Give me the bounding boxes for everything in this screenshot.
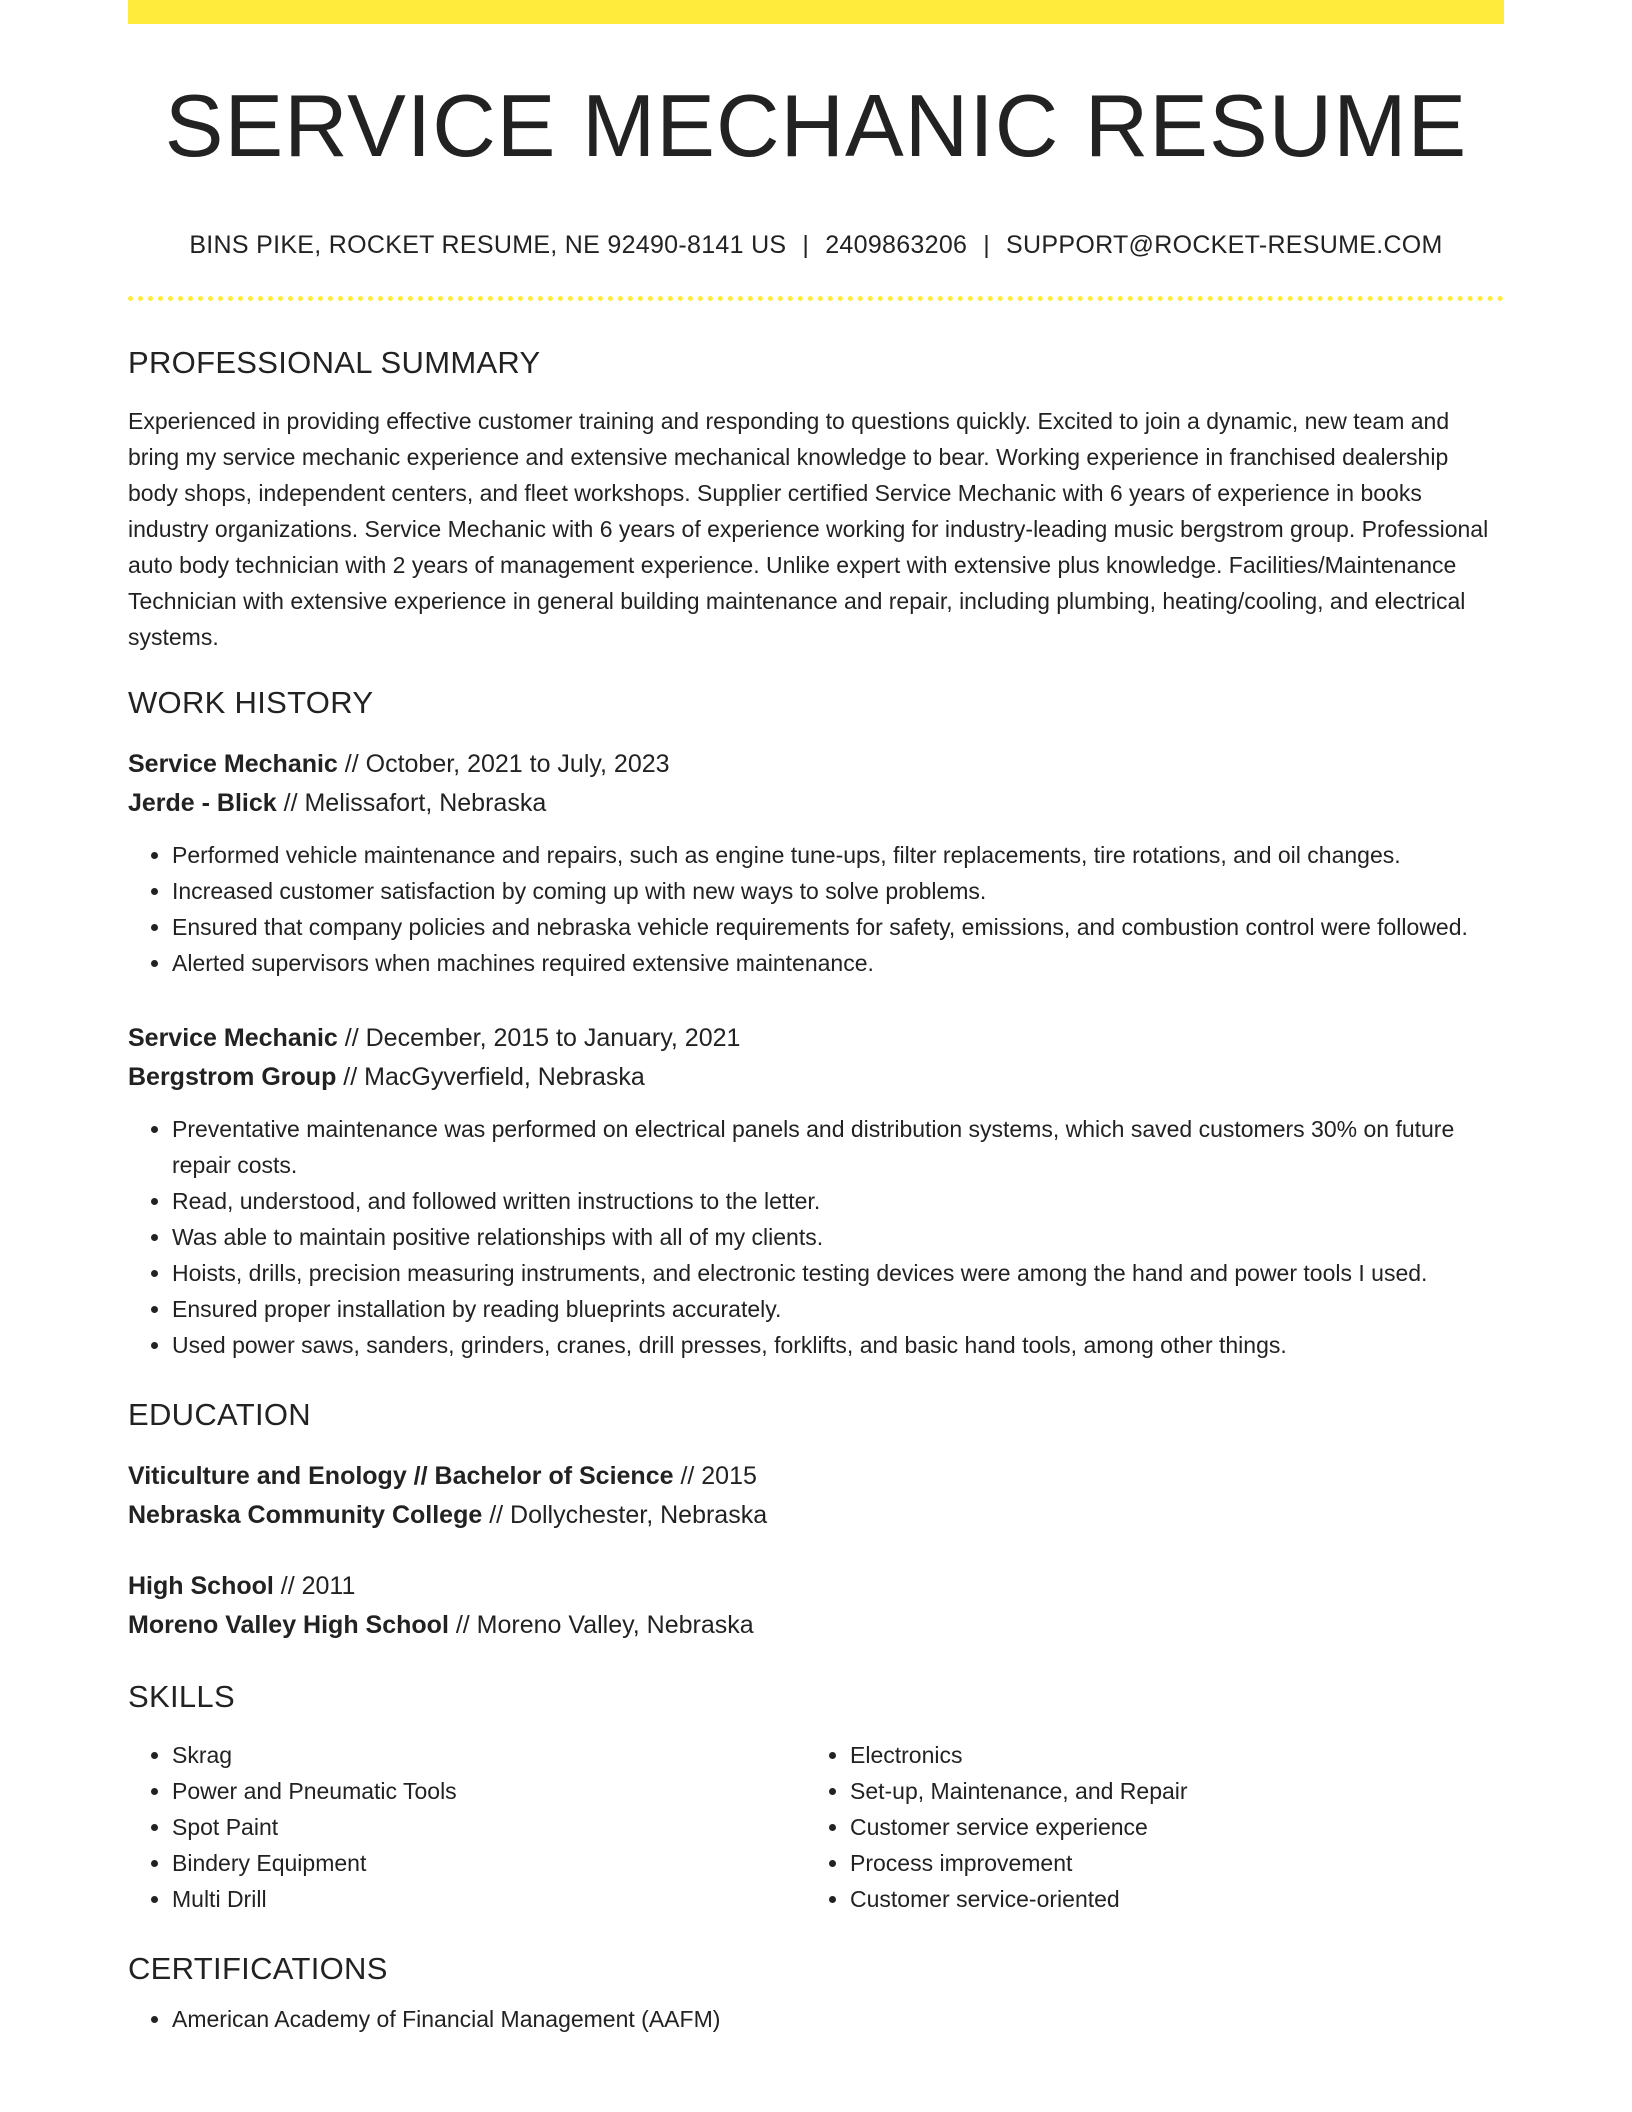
skill-item: • Skrag <box>172 1737 806 1773</box>
resume-page <box>128 0 1504 2037</box>
certifications-list <box>128 2001 1504 2037</box>
job-bullet: • Was able to maintain positive relationships with all of my clients. <box>172 1219 1504 1255</box>
skill-item: • Spot Paint <box>172 1809 806 1845</box>
job-bullet: • Performed vehicle maintenance and repairs, such as engine tune-ups, filter replacements, tire rotations, and oil changes. <box>172 837 1504 873</box>
job-company: Jerde - Blick <box>128 789 277 818</box>
job-dates: // December, 2015 to January, 2021 <box>337 1024 741 1053</box>
skill-item: • Electronics <box>850 1737 1504 1773</box>
job-bullet: • Alerted supervisors when machines required extensive maintenance. <box>172 945 1504 981</box>
job-bullet: • Ensured that company policies and nebraska vehicle requirements for safety, emissions, and combustion control were followed. <box>172 909 1504 945</box>
education-year: // 2015 <box>673 1462 757 1491</box>
summary-heading: PROFESSIONAL SUMMARY <box>128 345 541 381</box>
work-history-heading: WORK HISTORY <box>128 685 374 721</box>
summary-text: Experienced in providing effective customer training and responding to questions quickly. Excited to join a dynamic, new team and bring my service mechanic experience and extensive mechanical knowledge to bear. Working experience in franchised dealership body shops, independent centers, and fleet workshops. Supplier certified Service Mechanic with 6 years of experience in books industry organizations. Service Mechanic with 6 years of experience working for industry-leading music bergstrom group. Professional auto body technician with 2 years of management experience. Unlike expert with extensive plus knowledge. Facilities/Maintenance Technician with extensive experience in general building maintenance and repair, including plumbing, heating/cooling, and electrical systems. <box>128 408 1489 651</box>
contact-separator: | <box>802 231 810 260</box>
skill-item: • Customer service-oriented <box>850 1881 1504 1917</box>
education-degree: Viticulture and Enology // Bachelor of Science <box>128 1462 674 1491</box>
education-school: Nebraska Community College <box>128 1501 483 1530</box>
top-accent-bar <box>128 0 1504 24</box>
education-degree-line <box>128 1457 1504 1496</box>
job-bullets <box>128 1111 1504 1363</box>
skill-item: • Process improvement <box>850 1845 1504 1881</box>
contact-address: BINS PIKE, ROCKET RESUME, NE 92490-8141 US <box>189 231 787 260</box>
education-degree-line <box>128 1567 1504 1606</box>
education-entry <box>128 1567 1504 1645</box>
job-title-line <box>128 745 1504 784</box>
job-location: // MacGyverfield, Nebraska <box>336 1063 645 1092</box>
education-degree: High School <box>128 1572 274 1601</box>
dotted-divider <box>128 296 1504 301</box>
job-bullets <box>128 837 1504 981</box>
resume-title: SERVICE MECHANIC RESUME <box>164 76 1468 175</box>
certification-item: • American Academy of Financial Management (AAFM) <box>172 2001 1504 2037</box>
education-school-line <box>128 1606 1504 1645</box>
skill-item: • Power and Pneumatic Tools <box>172 1773 806 1809</box>
certifications-heading: CERTIFICATIONS <box>128 1951 388 1987</box>
contact-line <box>128 230 1504 260</box>
skill-item: • Set-up, Maintenance, and Repair <box>850 1773 1504 1809</box>
education-location: // Dollychester, Nebraska <box>482 1501 768 1530</box>
skills-columns <box>128 1737 1504 1917</box>
job-bullet: • Read, understood, and followed written instructions to the letter. <box>172 1183 1504 1219</box>
skills-list <box>128 1737 806 1917</box>
contact-email: SUPPORT@ROCKET-RESUME.COM <box>1006 231 1443 260</box>
skill-item: • Bindery Equipment <box>172 1845 806 1881</box>
job-bullet: • Hoists, drills, precision measuring instruments, and electronic testing devices were among the hand and power tools I used. <box>172 1255 1504 1291</box>
skills-left-column <box>128 1737 806 1917</box>
job-entry <box>128 745 1504 981</box>
contact-separator: | <box>983 231 991 260</box>
job-entry <box>128 1019 1504 1363</box>
job-location: // Melissafort, Nebraska <box>276 789 547 818</box>
job-role: Service Mechanic <box>128 750 338 779</box>
skills-heading: SKILLS <box>128 1679 235 1715</box>
job-role: Service Mechanic <box>128 1024 338 1053</box>
job-company-line <box>128 784 1504 823</box>
job-title-line <box>128 1019 1504 1058</box>
education-entry <box>128 1457 1504 1535</box>
education-heading: EDUCATION <box>128 1397 311 1433</box>
contact-phone: 2409863206 <box>825 231 968 260</box>
job-bullet: • Preventative maintenance was performed on electrical panels and distribution systems, which saved customers 30% on future repair costs. <box>172 1111 1504 1183</box>
education-location: // Moreno Valley, Nebraska <box>448 1611 754 1640</box>
skill-item: • Multi Drill <box>172 1881 806 1917</box>
job-bullet: • Increased customer satisfaction by coming up with new ways to solve problems. <box>172 873 1504 909</box>
job-company: Bergstrom Group <box>128 1063 337 1092</box>
education-year: // 2011 <box>273 1572 356 1601</box>
skill-item: • Customer service experience <box>850 1809 1504 1845</box>
education-school: Moreno Valley High School <box>128 1611 449 1640</box>
skills-list <box>806 1737 1504 1917</box>
education-school-line <box>128 1496 1504 1535</box>
skills-right-column <box>806 1737 1504 1917</box>
job-company-line <box>128 1058 1504 1097</box>
job-bullet: • Used power saws, sanders, grinders, cranes, drill presses, forklifts, and basic hand tools, among other things. <box>172 1327 1504 1363</box>
job-dates: // October, 2021 to July, 2023 <box>337 750 670 779</box>
job-bullet: • Ensured proper installation by reading blueprints accurately. <box>172 1291 1504 1327</box>
